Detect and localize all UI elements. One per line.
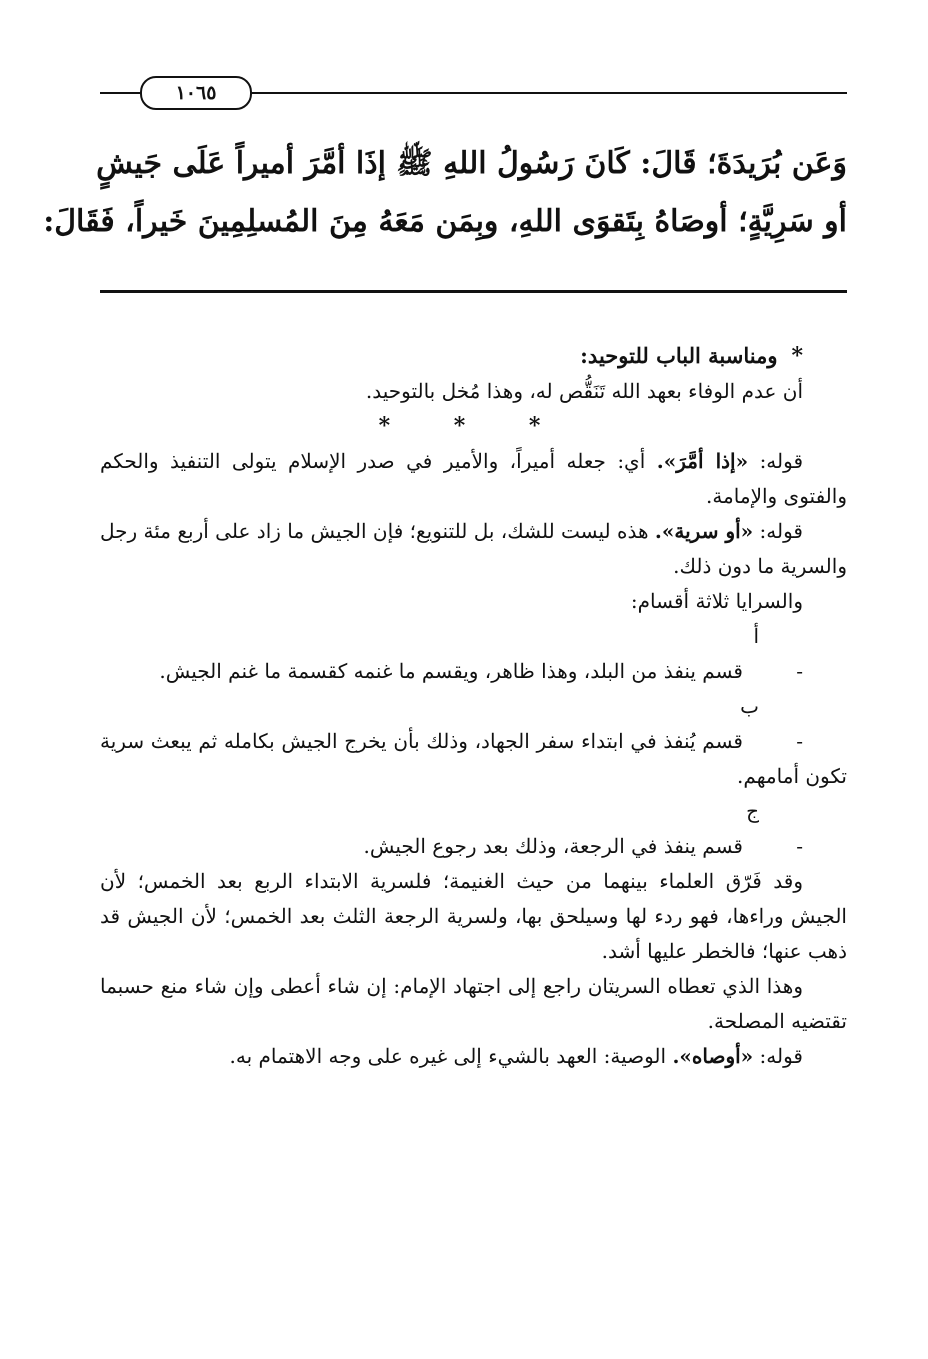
- hadith-line-2: أو سَرِيَّةٍ؛ أوصَاهُ بِتَقوَى اللهِ، وبِمَن مَعَهُ مِنَ المُسلِمِينَ خَيراً، فَقَالَ:: [43, 204, 847, 239]
- separator-stars: * * *: [378, 413, 569, 439]
- quote-term: «أو سرية».: [654, 519, 754, 543]
- list-item-letter: ج -: [746, 799, 803, 858]
- list-item-letter: ب -: [740, 694, 803, 753]
- list-item-text: قسم يُنفذ في ابتداء سفر الجهاد، وذلك بأن يخرج الجيش بكامله ثم يبعث سرية تكون أمامهم.: [100, 729, 847, 788]
- list-item: [100, 619, 847, 689]
- page-header: [100, 70, 847, 110]
- paragraph-text: الوصية: العهد بالشيء إلى غيره على وجه الاهتمام به.: [229, 1044, 667, 1068]
- list-item: [100, 794, 847, 864]
- list-item-letter: أ -: [753, 624, 803, 683]
- commentary: [100, 338, 847, 1074]
- bullet-star: *: [791, 343, 803, 369]
- paragraph-ghanima: وقد فَرّق العلماء بينهما من حيث الغنيمة؛ فلسرية الابتداء الربع بعد الخمس؛ لأن الجيش وراءها، فهو ردء لها وسيلحق بها، ولسرية الرجعة الثلث بعد الخمس؛ لأن الجيش قد ذهب عنها؛ فالخطر عليها أشد.: [100, 869, 847, 963]
- paragraph-text: أي: جعله أميراً، والأمير في صدر الإسلام يتولى التنفيذ والحكم والفتوى والإمامة.: [100, 449, 847, 508]
- hadith-text: [43, 135, 847, 251]
- heading-paragraph: أن عدم الوفاء بعهد الله تَنَقُّص له، وهذا مُخل بالتوحيد.: [365, 379, 803, 403]
- quote-term: «إذا أمَّرَ».: [656, 449, 749, 473]
- paragraph-idha-ammara: [100, 444, 847, 514]
- quote-label: قوله:: [759, 519, 803, 543]
- list-item-text: قسم ينفذ في الرجعة، وذلك بعد رجوع الجيش.: [363, 834, 743, 858]
- section-heading: [100, 338, 847, 374]
- hadith-divider: [100, 290, 847, 293]
- paragraph-saraya-intro: والسرايا ثلاثة أقسام:: [630, 589, 803, 613]
- quote-label: قوله:: [759, 1044, 803, 1068]
- page-number: ١٠٦٥: [140, 76, 252, 110]
- paragraph-text: هذه ليست للشك، بل للتنويع؛ فإن الجيش ما زاد على أربع مئة رجل والسرية ما دون ذلك.: [100, 519, 847, 578]
- paragraph-awsahu: [100, 1039, 847, 1074]
- quote-label: قوله:: [759, 449, 804, 473]
- paragraph-aw-sariyya: [100, 514, 847, 584]
- list-item-text: قسم ينفذ من البلد، وهذا ظاهر، ويقسم ما غنمه كقسمة ما غنم الجيش.: [159, 659, 743, 683]
- paragraph-ijtihad: وهذا الذي تعطاه السريتان راجع إلى اجتهاد الإمام: إن شاء أعطى وإن شاء منع حسبما تقتضيه المصلحة.: [100, 974, 847, 1033]
- quote-term: «أوصاه».: [672, 1044, 754, 1068]
- section-heading-text: ومناسبة الباب للتوحيد:: [580, 343, 778, 368]
- hadith-line-1: وَعَن بُرَيدَةَ؛ قَالَ: كَانَ رَسُولُ اللهِ ﷺ إذَا أمَّرَ أميراً عَلَى جَيشٍ: [96, 146, 847, 181]
- list-item: [100, 689, 847, 794]
